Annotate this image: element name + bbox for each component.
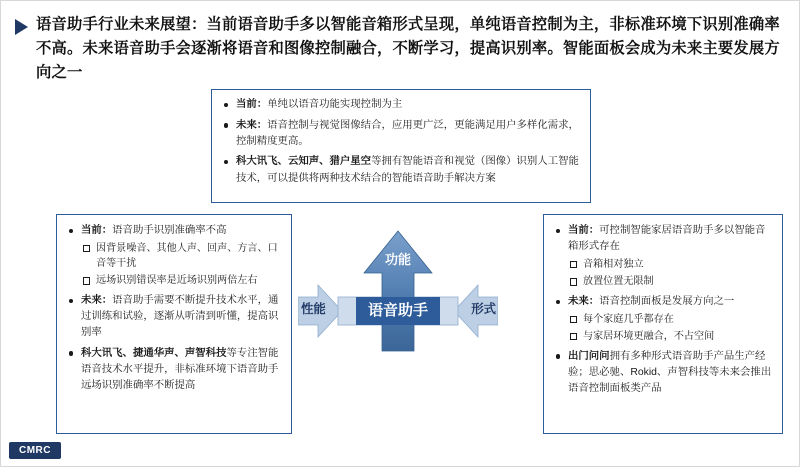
item-text: 等专注智能语音技术水平提升，非标准环境下语音助手远场识别准确率不断提高: [81, 347, 279, 392]
arrow-label-left: 性能: [301, 302, 326, 316]
list-item: [554, 294, 774, 344]
slide-title-row: [15, 13, 787, 85]
item-label: 出门问问: [568, 350, 610, 362]
item-label: 当前：: [568, 225, 600, 236]
list-item: [554, 349, 774, 397]
function-list: [222, 97, 580, 187]
list-item: [67, 346, 283, 394]
sub-list-item: 与家居环境更融合，不占空间: [568, 329, 774, 344]
page-title: [36, 13, 787, 85]
item-label: 科大讯飞、捷通华声、声智科技: [81, 347, 227, 359]
item-text: 语音助手识别准确率不高: [112, 225, 227, 236]
item-label: 科大讯飞、云知声、猎户星空: [236, 156, 372, 168]
list-item: [222, 118, 580, 150]
core-label: 语音助手: [367, 302, 428, 319]
item-text: 等拥有智能语音和视觉（图像）识别人工智能技术，可以提供将两种技术结合的智能语音助手解决方案: [236, 156, 579, 184]
page-title-body1: 当前语音助手多以智能音箱形式呈现，单纯语音控制为主，非标准环境下识别准确率不高。: [36, 16, 780, 58]
sub-list-item: 音箱相对独立: [568, 257, 774, 272]
sub-list: [568, 312, 774, 344]
list-item: [67, 293, 283, 341]
sub-list: [568, 257, 774, 289]
performance-list: [67, 223, 283, 394]
sub-list-item: 远场识别错误率是近场识别两倍左右: [81, 273, 283, 288]
item-label: 当前：: [81, 225, 113, 236]
page-title-lead: 语音助手行业未来展望：: [36, 16, 207, 33]
arrow-label-right: 形式: [471, 302, 496, 316]
panel-performance: [56, 214, 292, 434]
sub-list-item: 因背景噪音、其他人声、回声、方言、口音等干扰: [81, 241, 283, 271]
center-diagram: [298, 211, 498, 411]
item-label: 未来：: [236, 119, 268, 131]
sub-list-item: 每个家庭几乎都存在: [568, 312, 774, 327]
item-text: 语音助手需要不断提升技术水平，通过训练和试验，逐渐从听清到听懂，提高识别率: [81, 295, 279, 339]
item-text: 语音控制与视觉图像结合，应用更广泛，更能满足用户多样化需求，控制精度更高。: [236, 119, 579, 147]
item-text: 语音控制面板是发展方向之一: [599, 296, 735, 308]
cmrc-logo: CMRC: [9, 442, 61, 459]
triangle-bullet-icon: [15, 19, 28, 35]
item-label: 当前：: [236, 99, 268, 110]
sub-list-item: 放置位置无限制: [568, 274, 774, 289]
list-item: [222, 154, 580, 186]
list-item: [554, 223, 774, 290]
form-list: [554, 223, 774, 397]
item-text: 可控制智能家居语音助手多以智能音箱形式存在: [568, 225, 766, 253]
arrow-label-top: 功能: [384, 252, 411, 267]
item-text: 单纯以语音功能实现控制为主: [267, 99, 403, 110]
panel-function: [211, 89, 591, 203]
item-label: 未来：: [81, 295, 113, 307]
page-title-body2: 未来语音助手会逐渐将语音和图像控制融合，不断学习，提高识别率。智能面板会成为未来主要发展方向之一: [36, 40, 780, 82]
list-item: [222, 97, 580, 113]
item-text: 拥有多种形式语音助手产品生产经验；思必驰、Rokid、声智科技等未来会推出语音控制面板类产品: [568, 350, 772, 395]
list-item: [67, 223, 283, 289]
panel-form: [543, 214, 783, 434]
item-label: 未来：: [568, 296, 600, 308]
sub-list: [81, 241, 283, 288]
